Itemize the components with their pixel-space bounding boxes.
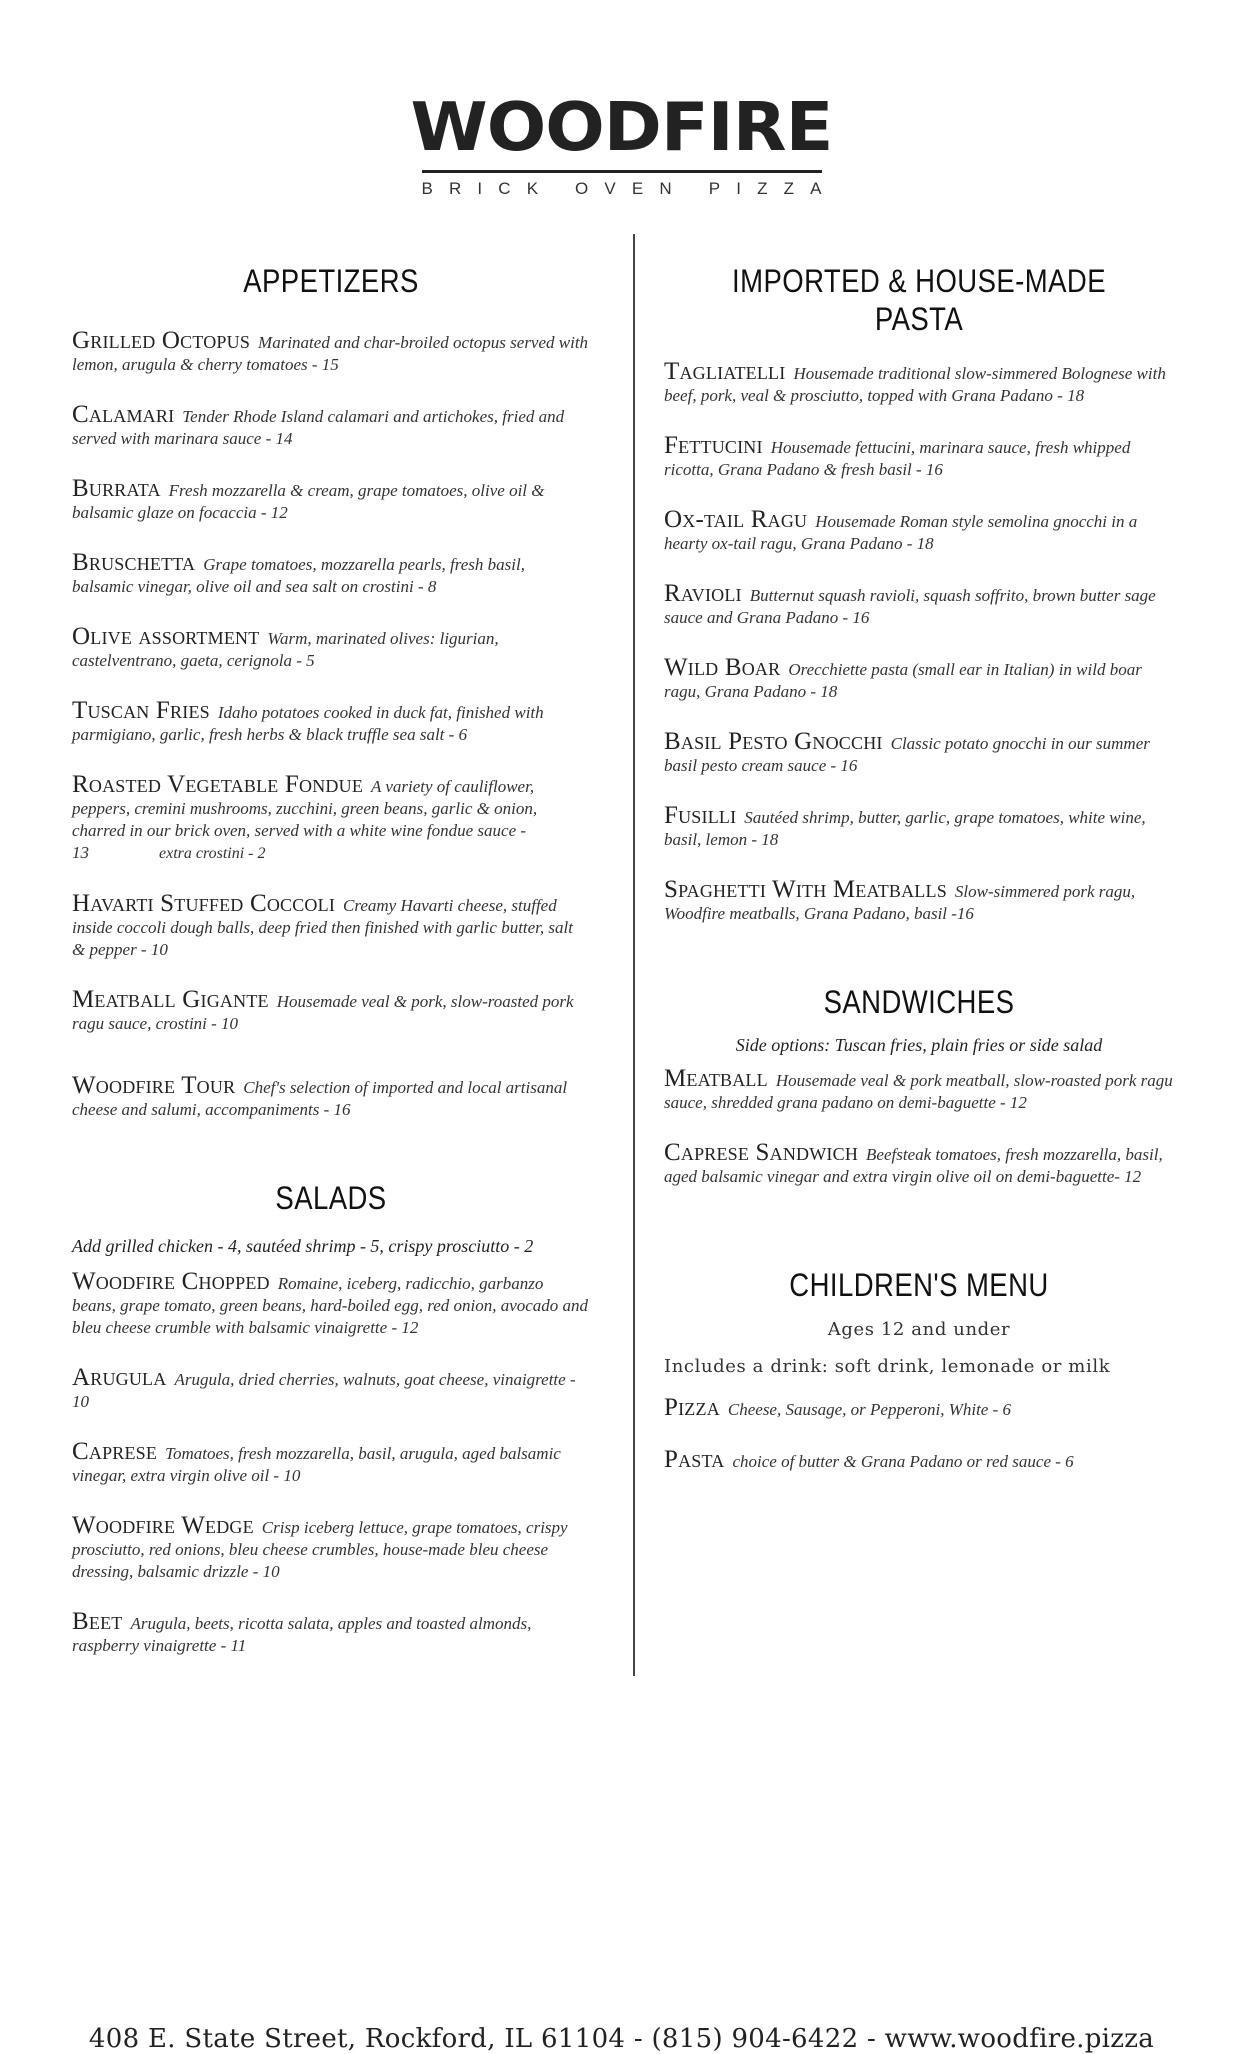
item-name: Arugula	[72, 1363, 167, 1391]
column-divider	[633, 234, 635, 1676]
item-desc: choice of butter & Grana Padano or red sauce - 6	[732, 1451, 1074, 1471]
menu-item	[664, 357, 1174, 407]
item-name: Tagliatelli	[664, 357, 786, 385]
item-name: Ox-tail Ragu	[664, 505, 808, 533]
menu-item	[72, 890, 590, 961]
menu-item	[664, 875, 1174, 925]
item-name: Woodfire Wedge	[72, 1511, 254, 1539]
item-desc: Fresh mozzarella & cream, grape tomatoes, olive oil & balsamic glaze on focaccia - 12	[72, 481, 545, 523]
menu-item	[72, 549, 590, 598]
menu-item	[72, 401, 590, 450]
menu-item	[664, 1393, 1174, 1421]
menu-item	[664, 579, 1174, 629]
item-name: Wild Boar	[664, 653, 781, 681]
item-desc: Warm, marinated olives: ligurian, castelventrano, gaeta, cerignola - 5	[72, 629, 499, 671]
menu-item	[72, 1437, 590, 1487]
item-desc: Slow-simmered pork ragu, Woodfire meatballs, Grana Padano, basil -16	[664, 881, 1136, 923]
item-desc: A variety of cauliflower, peppers, cremini mushrooms, zucchini, green beans, garlic & onion, charred in our brick oven, served with a white wine fondue sauce - 13	[72, 777, 538, 863]
item-desc: Idaho potatoes cooked in duck fat, finished with parmigiano, garlic, fresh herbs & black truffle sea salt - 6	[72, 703, 544, 745]
item-name: Fusilli	[664, 801, 737, 829]
item-name: Grilled Octopus	[72, 327, 251, 355]
item-desc: Sautéed shrimp, butter, garlic, grape tomatoes, white wine, basil, lemon - 18	[664, 807, 1146, 849]
item-desc: Housemade fettucini, marinara sauce, fresh whipped ricotta, Grana Padano & fresh basil - 16	[664, 437, 1131, 479]
item-extra: extra crostini - 2	[159, 845, 266, 863]
menu-item	[72, 475, 590, 524]
item-desc: Arugula, dried cherries, walnuts, goat cheese, vinaigrette - 10	[72, 1369, 576, 1411]
item-desc: Housemade veal & pork, slow-roasted pork ragu sauce, crostini - 10	[72, 992, 574, 1034]
menu-item	[72, 771, 590, 865]
item-name: Bruschetta	[72, 549, 196, 577]
item-desc: Classic potato gnocchi in our summer basil pesto cream sauce - 16	[664, 733, 1150, 775]
menu-item	[72, 1363, 590, 1413]
item-name: Pasta	[664, 1445, 725, 1473]
salads-addons-note: Add grilled chicken - 4, sautéed shrimp - 5, crispy prosciutto - 2	[72, 1235, 534, 1256]
item-desc: Crisp iceberg lettuce, grape tomatoes, crispy prosciutto, red onions, bleu cheese crumbles, house-made bleu cheese dressing, balsamic drizzle - 10	[72, 1517, 568, 1581]
item-desc: Butternut squash ravioli, squash soffrito, brown butter sage sauce and Grana Padano - 16	[664, 585, 1156, 627]
item-desc: Romaine, iceberg, radicchio, garbanzo beans, grape tomato, green beans, hard-boiled egg, red onion, avocado and bleu cheese crumble with balsamic vinaigrette - 12	[72, 1273, 589, 1337]
item-desc: Arugula, beets, ricotta salata, apples and toasted almonds, raspberry vinaigrette - 11	[72, 1613, 532, 1655]
item-name: Meatball Gigante	[72, 986, 269, 1014]
item-name: Pizza	[664, 1393, 720, 1421]
item-name: Caprese Sandwich	[664, 1139, 859, 1167]
item-name: Caprese	[72, 1437, 158, 1465]
item-name: Woodfire Chopped	[72, 1267, 270, 1295]
sandwiches-side-note: Side options: Tuscan fries, plain fries or side salad	[735, 1035, 1103, 1056]
sandwiches-title: SANDWICHES	[823, 983, 1015, 1020]
childrens-drink-note: Includes a drink: soft drink, lemonade or milk	[664, 1355, 1111, 1377]
item-desc: Marinated and char-broiled octopus served with lemon, arugula & cherry tomatoes - 15	[72, 333, 589, 375]
menu-item	[664, 1065, 1174, 1114]
menu-item	[664, 431, 1174, 481]
menu-item	[72, 623, 590, 672]
left-column	[72, 262, 590, 1657]
menu-item	[664, 653, 1174, 703]
item-desc: Housemade veal & pork meatball, slow-roasted pork ragu sauce, shredded grana padano on demi-baguette - 12	[664, 1071, 1173, 1113]
item-name: Tuscan Fries	[72, 697, 210, 725]
item-name: Spaghetti With Meatballs	[664, 875, 947, 903]
menu-item	[664, 727, 1174, 777]
menu-item	[72, 1267, 590, 1339]
right-column	[664, 262, 1174, 1473]
logo	[0, 88, 1243, 199]
pasta-title: IMPORTED & HOUSE-MADE PASTA	[732, 263, 1106, 338]
appetizers-title: APPETIZERS	[243, 263, 419, 299]
logo-rule	[422, 170, 822, 173]
item-name: Ravioli	[664, 579, 742, 607]
menu-item	[664, 505, 1174, 555]
item-name: Roasted Vegetable Fondue	[72, 771, 364, 799]
item-desc: Tender Rhode Island calamari and artichokes, fried and served with marinara sauce - 14	[72, 407, 565, 449]
item-name: Olive assortment	[72, 623, 260, 651]
item-name: Havarti Stuffed Coccoli	[72, 890, 336, 918]
item-desc: Cheese, Sausage, or Pepperoni, White - 6	[727, 1399, 1012, 1419]
item-desc: Creamy Havarti cheese, stuffed inside coccoli dough balls, deep fried then finished with garlic butter, salt & pepper - 10	[72, 896, 573, 960]
item-name: Fettucini	[664, 431, 763, 459]
childrens-menu-title: CHILDREN'S MENU	[789, 1267, 1049, 1304]
item-desc: Housemade Roman style semolina gnocchi in a hearty ox-tail ragu, Grana Padano - 18	[664, 511, 1138, 553]
item-name: Woodfire Tour	[72, 1072, 236, 1100]
item-name: Calamari	[72, 401, 175, 429]
logo-tagline: BRICK OVEN PIZZA	[421, 179, 838, 198]
item-desc: Orecchiette pasta (small ear in Italian) in wild boar ragu, Grana Padano - 18	[664, 659, 1142, 701]
item-name: Burrata	[72, 475, 161, 503]
menu-item	[664, 1445, 1174, 1473]
salads-title: SALADS	[275, 1180, 387, 1217]
item-desc: Beefsteak tomatoes, fresh mozzarella, basil, aged balsamic vinegar and extra virgin olive oil on demi-baguette- 12	[664, 1145, 1163, 1187]
item-desc: Grape tomatoes, mozzarella pearls, fresh basil, balsamic vinegar, olive oil and sea salt on crostini - 8	[72, 555, 525, 597]
item-name: Basil Pesto Gnocchi	[664, 727, 883, 755]
footer-contact: 408 E. State Street, Rockford, IL 61104 - (815) 904-6422 - www.woodfire.pizza	[88, 2024, 1155, 2054]
menu-item	[72, 697, 590, 746]
menu-item	[72, 1072, 590, 1121]
item-desc: Tomatoes, fresh mozzarella, basil, arugula, aged balsamic vinegar, extra virgin olive oil - 10	[72, 1443, 561, 1485]
menu-item	[72, 1511, 590, 1583]
menu-item	[72, 986, 590, 1035]
item-name: Meatball	[664, 1065, 768, 1093]
item-name: Beet	[72, 1607, 123, 1635]
menu-item	[72, 327, 590, 376]
menu-item	[664, 1139, 1174, 1188]
item-desc: Housemade traditional slow-simmered Bolognese with beef, pork, veal & prosciutto, topped with Grana Padano - 18	[664, 363, 1166, 405]
menu-item	[72, 1607, 590, 1657]
menu-item	[664, 801, 1174, 851]
childrens-ages-note: Ages 12 and under	[827, 1318, 1011, 1340]
logo-wordmark: WOODFIRE	[410, 88, 833, 166]
item-desc: Chef's selection of imported and local artisanal cheese and salumi, accompaniments - 16	[72, 1078, 568, 1120]
